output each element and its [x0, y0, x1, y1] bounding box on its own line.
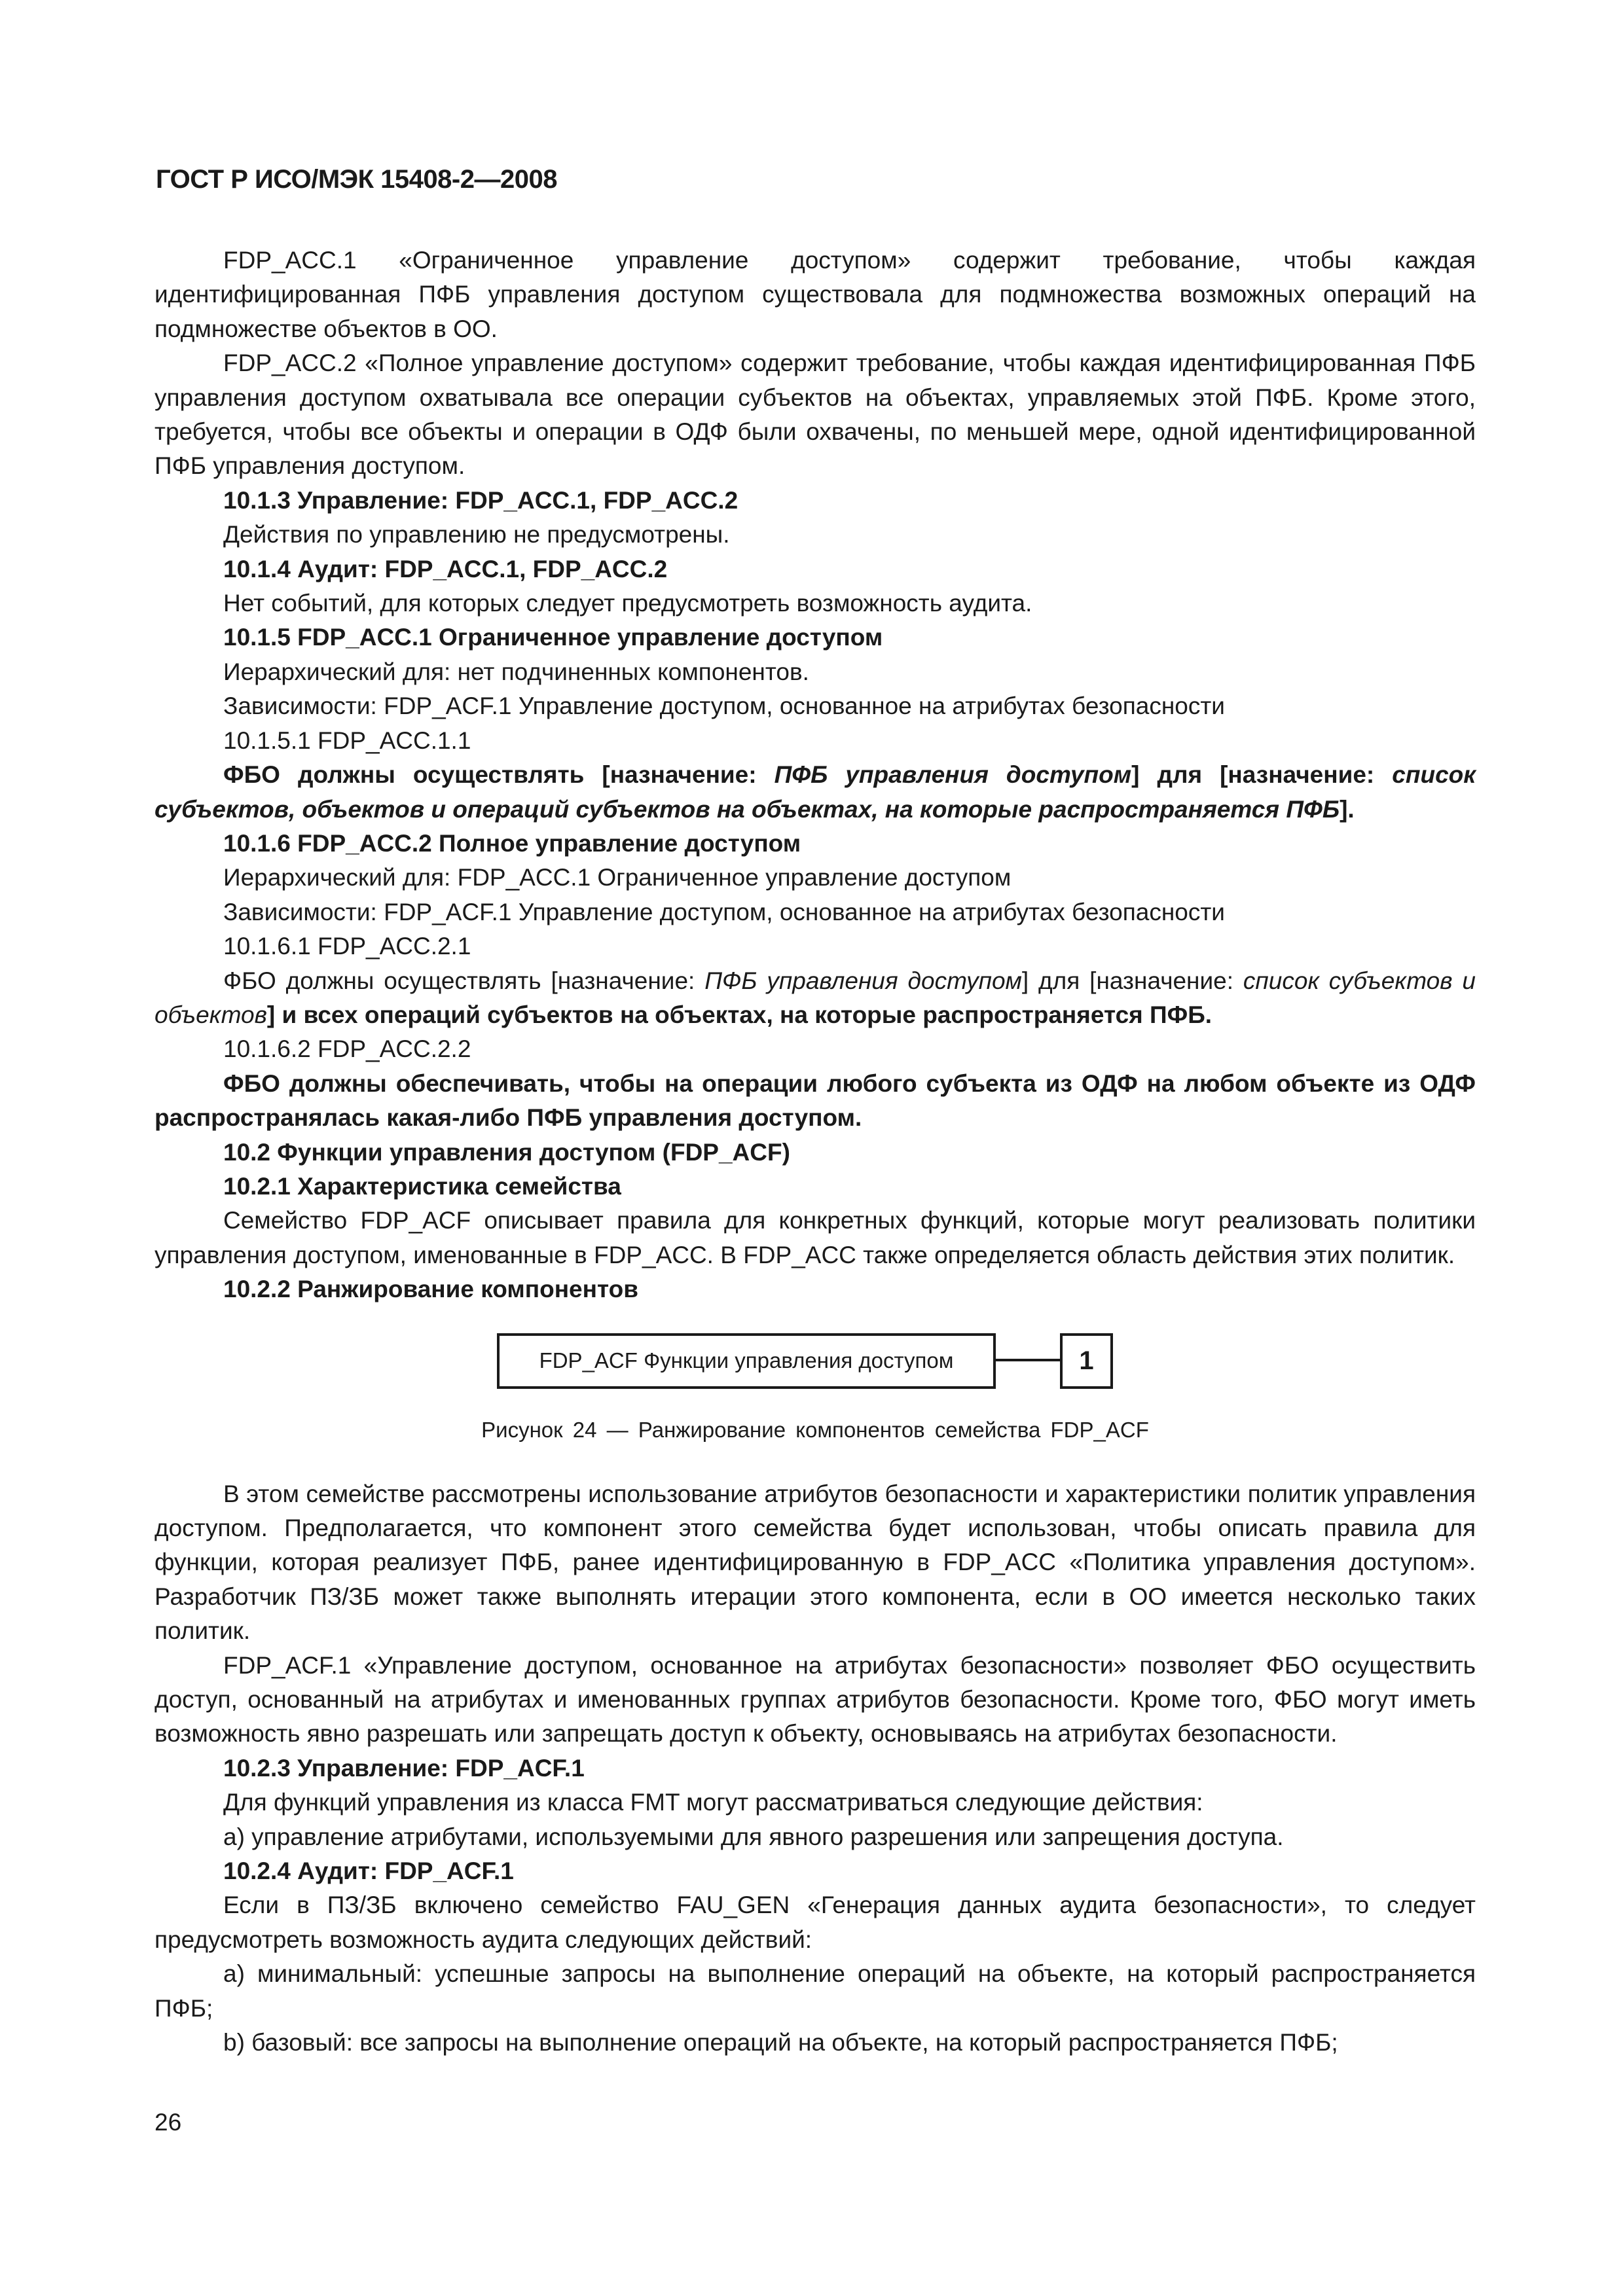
paragraph: Зависимости: FDP_ACF.1 Управление доступом, основанное на атрибутах безопасности [223, 898, 1225, 925]
component-leveling-figure [155, 1320, 1476, 1477]
text-segment: ФБО должны осуществлять [назначение: [223, 967, 705, 994]
section-heading: 10.2.4 Аудит: FDP_ACF.1 [223, 1857, 514, 1885]
paragraph: Иерархический для: нет подчиненных компонентов. [223, 658, 809, 685]
figure-caption: Рисунок 24 — Ранжирование компонентов семейства FDP_ACF [481, 1417, 1149, 1442]
text-segment: ] для [назначение: [1131, 761, 1393, 789]
document-header: ГОСТ Р ИСО/МЭК 15408-2—2008 [156, 165, 557, 194]
paragraph: FDP_ACC.2 «Полное управление доступом» содержит требование, чтобы каждая идентифицированная ПФБ управления доступом охватывала все операции субъектов на объектах, управляемых этой ПФБ. Кроме этого, требуется, чтобы все объекты и операции в ОДФ были охвачены, по меньшей мере, одной идентифицированной ПФБ управления доступом. [155, 350, 1476, 480]
paragraph: В этом семействе рассмотрены использование атрибутов безопасности и характеристики политик управления доступом. Предполагается, что компонент этого семейства будет использован, чтобы описать правила для функции, которая реализует ПФБ, ранее идентифицированную в FDP_ACC «Политика управления доступом». Разработчик ПЗ/ЗБ может также выполнять итерации этого компонента, если в ОО имеется несколько таких политик. [155, 1480, 1476, 1645]
paragraph: FDP_ACF.1 «Управление доступом, основанное на атрибутах безопасности» позволяет ФБО осуществить доступ, основанный на атрибутах и именованных группах атрибутов безопасности. Кроме того, ФБО могут иметь возможность явно разрешать или запрещать доступ к объекту, основываясь на атрибутах безопасности. [155, 1651, 1476, 1748]
list-item: a) управление атрибутами, используемыми для явного разрешения или запрещения доступа. [223, 1823, 1284, 1850]
list-item: b) базовый: все запросы на выполнение операций на объекте, на который распространяется ПФБ; [223, 2029, 1338, 2056]
section-heading: 10.1.4 Аудит: FDP_ACC.1, FDP_ACC.2 [223, 555, 668, 583]
italic-segment: ПФБ управления доступом [774, 761, 1132, 789]
italic-segment: ПФБ управления доступом [704, 967, 1022, 994]
list-item: a) минимальный: успешные запросы на выполнение операций на объекте, на который распространяется ПФБ; [155, 1960, 1476, 2022]
section-heading: 10.2.1 Характеристика семейства [223, 1172, 621, 1200]
paragraph: Зависимости: FDP_ACF.1 Управление доступом, основанное на атрибутах безопасности [223, 692, 1225, 720]
text-segment: ] для [назначение: [1021, 967, 1243, 994]
section-heading: 10.1.6 FDP_ACC.2 Полное управление доступом [223, 829, 801, 857]
paragraph: Для функций управления из класса FMT могут рассматриваться следующие действия: [223, 1789, 1203, 1816]
section-heading: 10.1.3 Управление: FDP_ACC.1, FDP_ACC.2 [223, 486, 739, 514]
figure-level-box: 1 [1060, 1333, 1113, 1389]
paragraph: 10.1.6.2 FDP_ACC.2.2 [223, 1035, 471, 1063]
requirement-element [155, 758, 1476, 827]
section-heading: 10.2.3 Управление: FDP_ACF.1 [223, 1754, 585, 1782]
figure-connector-line [996, 1359, 1060, 1361]
page-number: 26 [155, 2109, 182, 2136]
paragraph: Семейство FDP_ACF описывает правила для конкретных функций, которые могут реализовать политики управления доступом, именованные в FDP_ACC. В FDP_ACC также определяется область действия этих политик. [155, 1207, 1476, 1268]
bold-segment: ] и всех операций субъектов на объектах, на которые распространяется ПФБ. [266, 1001, 1213, 1028]
paragraph: Действия по управлению не предусмотрены. [223, 521, 730, 548]
paragraph: 10.1.6.1 FDP_ACC.2.1 [223, 933, 471, 960]
page-body [155, 243, 1476, 2060]
requirement-element: ФБО должны обеспечивать, чтобы на операции любого субъекта из ОДФ на любом объекте из ОДФ распространялась какая-либо ПФБ управления доступом. [155, 1069, 1476, 1132]
paragraph: Нет событий, для которых следует предусмотреть возможность аудита. [223, 590, 1032, 617]
paragraph: FDP_ACC.1 «Ограниченное управление доступом» содержит требование, чтобы каждая идентифицированная ПФБ управления доступом существовала для подмножества возможных операций на подмножестве объектов в ОО. [155, 247, 1476, 342]
paragraph: 10.1.5.1 FDP_ACC.1.1 [223, 726, 471, 754]
section-heading: 10.1.5 FDP_ACC.1 Ограниченное управление доступом [223, 624, 883, 651]
section-heading: 10.2.2 Ранжирование компонентов [223, 1276, 638, 1303]
paragraph: Если в ПЗ/ЗБ включено семейство FAU_GEN «Генерация данных аудита безопасности», то следует предусмотреть возможность аудита следующих действий: [155, 1892, 1476, 1953]
figure-component-box: FDP_ACF Функции управления доступом [497, 1333, 996, 1389]
italic-segment: список субъектов и объектов [155, 967, 1476, 1028]
section-heading: 10.2 Функции управления доступом (FDP_ACF) [223, 1138, 790, 1166]
text-segment: ]. [1340, 795, 1355, 823]
paragraph: Иерархический для: FDP_ACC.1 Ограниченное управление доступом [223, 864, 1012, 891]
requirement-element [155, 964, 1476, 1033]
text-segment: ФБО должны осуществлять [назначение: [223, 761, 775, 789]
italic-segment: список субъектов, объектов и операций субъектов на объектах, на которые распространяется ПФБ [155, 761, 1476, 823]
